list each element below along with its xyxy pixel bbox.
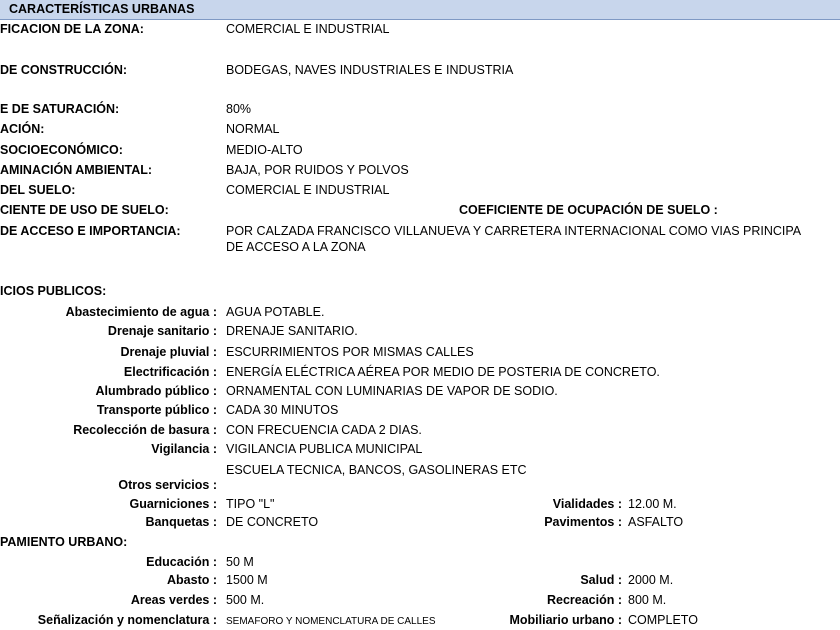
saturation-label: E DE SATURACIÓN:: [0, 102, 120, 116]
access-label: DE ACCESO E IMPORTANCIA:: [0, 224, 181, 238]
green-areas-value: 500 M.: [226, 593, 265, 607]
contamination-label: AMINACIÓN AMBIENTAL:: [0, 163, 153, 177]
public-lighting-label: Alumbrado público :: [95, 384, 217, 398]
socioeconomic-label: SOCIOECONÓMICO:: [0, 143, 123, 157]
other-services-label: Otros servicios :: [118, 478, 217, 492]
population-value: NORMAL: [226, 122, 280, 136]
other-services-value: ESCUELA TECNICA, BANCOS, GASOLINERAS ETC: [226, 463, 527, 477]
use-coefficient-label: CIENTE DE USO DE SUELO:: [0, 203, 169, 217]
public-services-title: ICIOS PUBLICOS:: [0, 284, 107, 298]
sidewalks-label: Banquetas :: [145, 515, 217, 529]
zone-classification-value: COMERCIAL E INDUSTRIAL: [226, 22, 390, 36]
public-transport-value: CADA 30 MINUTOS: [226, 403, 339, 417]
health-label: Salud :: [580, 573, 622, 587]
sanitary-drainage-value: DRENAJE SANITARIO.: [226, 324, 358, 338]
pavement-value: ASFALTO: [628, 515, 684, 529]
land-use-label: DEL SUELO:: [0, 183, 76, 197]
section-header: [0, 0, 840, 20]
population-label: ACIÓN:: [0, 122, 45, 136]
water-label: Abastecimiento de agua :: [65, 305, 217, 319]
garbage-collection-value: CON FRECUENCIA CADA 2 DIAS.: [226, 423, 422, 437]
sidewalks-value: DE CONCRETO: [226, 515, 319, 529]
roads-value: 12.00 M.: [628, 497, 677, 511]
urban-equipment-title: PAMIENTO URBANO:: [0, 535, 128, 549]
saturation-value: 80%: [226, 102, 252, 116]
recreation-value: 800 M.: [628, 593, 667, 607]
curbs-label: Guarniciones :: [129, 497, 217, 511]
signage-label: Señalización y nomenclatura :: [37, 613, 217, 627]
garbage-collection-label: Recolección de basura :: [73, 423, 217, 437]
roads-label: Vialidades :: [552, 497, 622, 511]
contamination-value: BAJA, POR RUIDOS Y POLVOS: [226, 163, 409, 177]
socioeconomic-value: MEDIO-ALTO: [226, 143, 303, 157]
supply-value: 1500 M: [226, 573, 268, 587]
sanitary-drainage-label: Drenaje sanitario :: [107, 324, 217, 338]
storm-drainage-value: ESCURRIMIENTOS POR MISMAS CALLES: [226, 345, 474, 359]
education-value: 50 M: [226, 555, 254, 569]
green-areas-label: Areas verdes :: [130, 593, 217, 607]
access-value-line1: POR CALZADA FRANCISCO VILLANUEVA Y CARRETERA INTERNACIONAL COMO VIAS PRINCIPA: [226, 224, 802, 238]
land-use-value: COMERCIAL E INDUSTRIAL: [226, 183, 390, 197]
zone-classification-label: FICACION DE LA ZONA:: [0, 22, 144, 36]
recreation-label: Recreación :: [546, 593, 622, 607]
curbs-value: TIPO "L": [226, 497, 275, 511]
public-transport-label: Transporte público :: [96, 403, 217, 417]
pavement-label: Pavimentos :: [544, 515, 622, 529]
public-lighting-value: ORNAMENTAL CON LUMINARIAS DE VAPOR DE SODIO.: [226, 384, 558, 398]
education-label: Educación :: [146, 555, 217, 569]
street-furniture-value: COMPLETO: [628, 613, 698, 627]
section-title: CARACTERÍSTICAS URBANAS: [9, 2, 195, 16]
storm-drainage-label: Drenaje pluvial :: [120, 345, 217, 359]
street-furniture-label: Mobiliario urbano :: [509, 613, 622, 627]
health-value: 2000 M.: [628, 573, 674, 587]
supply-label: Abasto :: [167, 573, 217, 587]
construction-type-value: BODEGAS, NAVES INDUSTRIALES E INDUSTRIA: [226, 63, 514, 77]
construction-type-label: DE CONSTRUCCIÓN:: [0, 63, 128, 77]
electrification-value: ENERGÍA ELÉCTRICA AÉREA POR MEDIO DE POSTERIA DE CONCRETO.: [226, 365, 660, 379]
occupation-coefficient-label: COEFICIENTE DE OCUPACIÓN DE SUELO :: [459, 203, 718, 217]
electrification-label: Electrificación :: [123, 365, 217, 379]
signage-value: SEMAFORO Y NOMENCLATURA DE CALLES: [226, 616, 436, 627]
surveillance-label: Vigilancia :: [151, 442, 217, 456]
surveillance-value: VIGILANCIA PUBLICA MUNICIPAL: [226, 442, 423, 456]
water-value: AGUA POTABLE.: [226, 305, 325, 319]
access-value-line2: DE ACCESO A LA ZONA: [226, 240, 366, 254]
